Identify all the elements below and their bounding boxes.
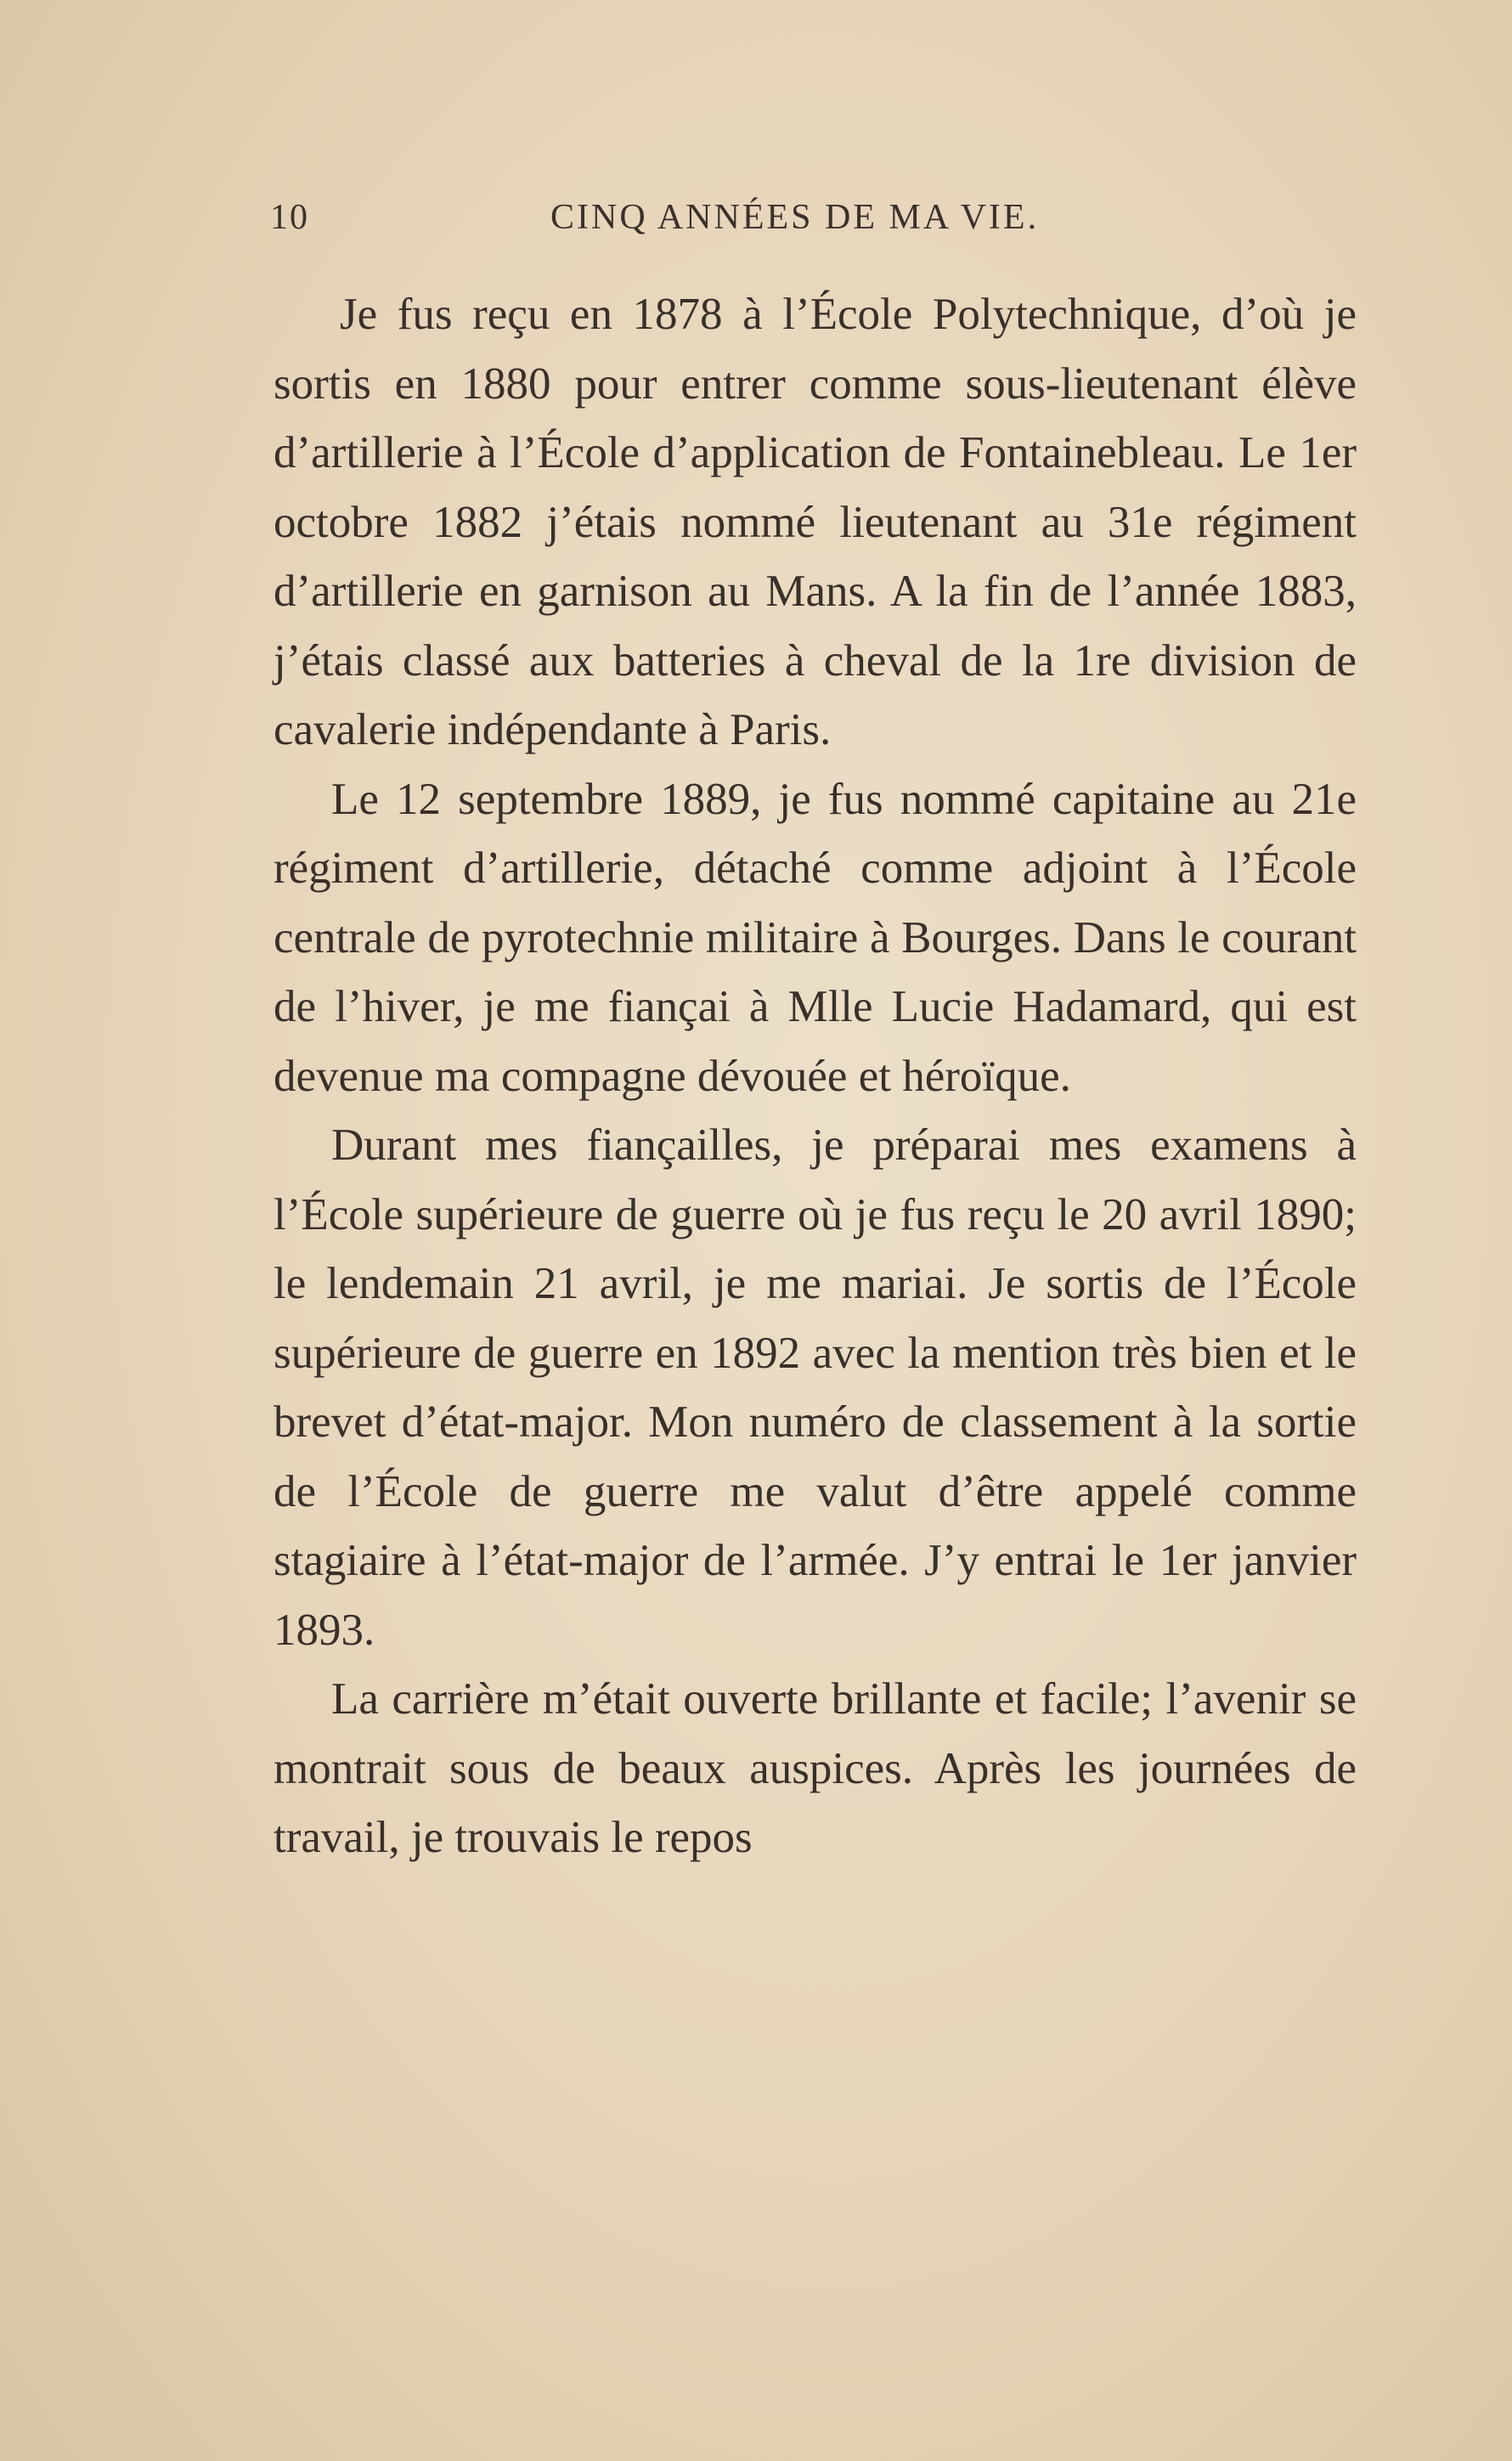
paragraph: Durant mes fiançailles, je préparai mes examens à l’École supérieure de guerre où je fus reçu le 20 avril 1890; le lendemain 21 avril, je me mariai. Je sortis de l’École supérieure de guerre en 1892 avec la mention très bien et le brevet d’état-major. Mon numéro de classement à la sortie de l’École de guerre me valut d’être appelé comme stagiaire à l’état-major de l’armée. J’y entrai le 1er janvier 1893.	[274, 1120, 1357, 1655]
paragraph: Je fus reçu en 1878 à l’École Polytechnique, d’où je sortis en 1880 pour entrer comme sous-lieutenant élève d’artillerie à l’École d’application de Fontainebleau. Le 1er octobre 1882 j’étais nommé lieutenant au 31e régiment d’artillerie en garnison au Mans. A la fin de l’année 1883, j’étais classé aux batteries à cheval de la 1re division de cavalerie indépendante à Paris.	[274, 290, 1357, 754]
body-text	[274, 280, 1357, 1873]
running-head	[270, 197, 1362, 248]
running-title: CINQ ANNÉES DE MA VIE.	[550, 198, 1040, 237]
paragraph: La carrière m’était ouverte brillante et facile; l’avenir se montrait sous de beaux auspices. Après les journées de travail, je trouvais le repos	[274, 1674, 1357, 1862]
paragraph: Le 12 septembre 1889, je fus nommé capitaine au 21e régiment d’artillerie, détaché comme adjoint à l’École centrale de pyrotechnie militaire à Bourges. Dans le courant de l’hiver, je me fiançai à Mlle Lucie Hadamard, qui est devenue ma compagne dévouée et héroïque.	[274, 774, 1357, 1101]
page-number: 10	[270, 198, 309, 237]
